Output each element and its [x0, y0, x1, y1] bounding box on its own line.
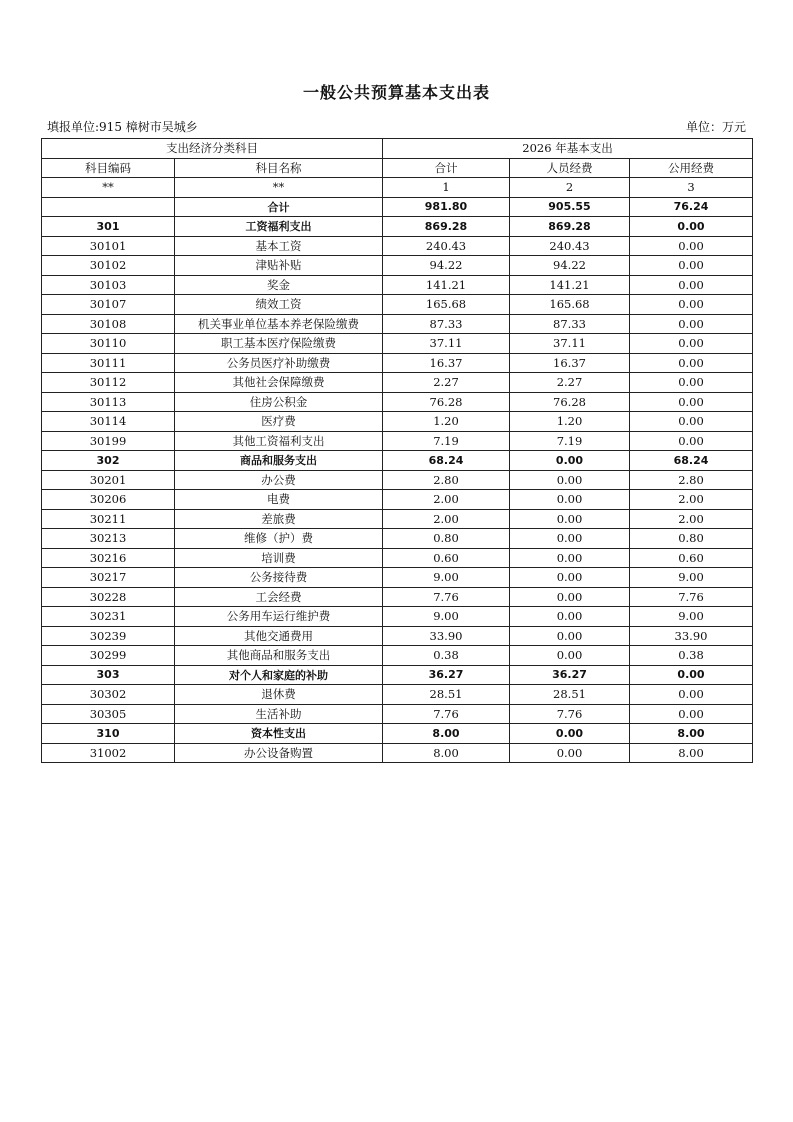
- index-name: **: [175, 178, 383, 198]
- cell-name: 住房公积金: [175, 392, 383, 412]
- page-title: 一般公共预算基本支出表: [302, 83, 490, 102]
- table-row: [42, 470, 753, 490]
- cell-name: 机关事业单位基本养老保险缴费: [175, 314, 383, 334]
- header-column-row: [42, 158, 753, 178]
- cell-personnel: 240.43: [510, 236, 630, 256]
- cell-name: 其他交通费用: [175, 626, 383, 646]
- cell-public: 0.00: [630, 334, 753, 354]
- header-group-classification: 支出经济分类科目: [42, 139, 383, 159]
- cell-total: 33.90: [383, 626, 510, 646]
- table-row: [42, 587, 753, 607]
- cell-name: 津贴补贴: [175, 256, 383, 276]
- cell-code: 30199: [42, 431, 175, 451]
- table-row: [42, 665, 753, 685]
- cell-total: 8.00: [383, 743, 510, 763]
- cell-name: 办公费: [175, 470, 383, 490]
- cell-total: 28.51: [383, 685, 510, 705]
- table-header: [42, 139, 753, 198]
- table-row: [42, 236, 753, 256]
- cell-code: 30299: [42, 646, 175, 666]
- cell-name: 退休费: [175, 685, 383, 705]
- cell-total: 869.28: [383, 217, 510, 237]
- cell-public: 0.00: [630, 314, 753, 334]
- cell-public: 2.00: [630, 509, 753, 529]
- cell-code: 30231: [42, 607, 175, 627]
- table-row: [42, 490, 753, 510]
- cell-total: 9.00: [383, 568, 510, 588]
- cell-public: 0.00: [630, 373, 753, 393]
- index-total: 1: [383, 178, 510, 198]
- cell-code: 30206: [42, 490, 175, 510]
- cell-code: 30302: [42, 685, 175, 705]
- cell-personnel: 0.00: [510, 451, 630, 471]
- cell-total: 2.80: [383, 470, 510, 490]
- cell-total: 0.80: [383, 529, 510, 549]
- cell-personnel: 1.20: [510, 412, 630, 432]
- cell-name: 合计: [175, 197, 383, 217]
- cell-code: 31002: [42, 743, 175, 763]
- cell-name: 基本工资: [175, 236, 383, 256]
- cell-public: 0.00: [630, 412, 753, 432]
- table-row: [42, 392, 753, 412]
- cell-code: 30239: [42, 626, 175, 646]
- cell-personnel: 0.00: [510, 490, 630, 510]
- cell-personnel: 94.22: [510, 256, 630, 276]
- cell-public: 7.76: [630, 587, 753, 607]
- cell-total: 7.76: [383, 587, 510, 607]
- cell-code: 30201: [42, 470, 175, 490]
- cell-total: 7.76: [383, 704, 510, 724]
- cell-code: 30111: [42, 353, 175, 373]
- cell-total: 9.00: [383, 607, 510, 627]
- cell-total: 1.20: [383, 412, 510, 432]
- header-total: 合计: [383, 158, 510, 178]
- cell-total: 36.27: [383, 665, 510, 685]
- currency-unit: 单位：万元: [685, 120, 746, 134]
- cell-name: 电费: [175, 490, 383, 510]
- cell-public: 0.00: [630, 353, 753, 373]
- cell-name: 生活补助: [175, 704, 383, 724]
- cell-personnel: 0.00: [510, 724, 630, 744]
- cell-personnel: 87.33: [510, 314, 630, 334]
- cell-total: 37.11: [383, 334, 510, 354]
- table-row: [42, 353, 753, 373]
- cell-total: 94.22: [383, 256, 510, 276]
- cell-personnel: 141.21: [510, 275, 630, 295]
- cell-name: 维修（护）费: [175, 529, 383, 549]
- cell-personnel: 0.00: [510, 646, 630, 666]
- cell-personnel: 37.11: [510, 334, 630, 354]
- cell-total: 68.24: [383, 451, 510, 471]
- cell-name: 其他社会保障缴费: [175, 373, 383, 393]
- cell-name: 培训费: [175, 548, 383, 568]
- cell-personnel: 76.28: [510, 392, 630, 412]
- cell-personnel: 0.00: [510, 743, 630, 763]
- table-row: [42, 314, 753, 334]
- cell-name: 商品和服务支出: [175, 451, 383, 471]
- cell-public: 0.00: [630, 685, 753, 705]
- table-row: [42, 431, 753, 451]
- cell-public: 9.00: [630, 568, 753, 588]
- header-public: 公用经费: [630, 158, 753, 178]
- cell-code: 30216: [42, 548, 175, 568]
- cell-code: [42, 197, 175, 217]
- table-row: [42, 334, 753, 354]
- table-row: [42, 568, 753, 588]
- cell-personnel: 2.27: [510, 373, 630, 393]
- index-personnel: 2: [510, 178, 630, 198]
- header-group-row: [42, 139, 753, 159]
- cell-code: 30114: [42, 412, 175, 432]
- cell-name: 公务员医疗补助缴费: [175, 353, 383, 373]
- cell-public: 0.00: [630, 665, 753, 685]
- table-row: [42, 724, 753, 744]
- cell-code: 30108: [42, 314, 175, 334]
- cell-total: 2.27: [383, 373, 510, 393]
- cell-public: 0.00: [630, 392, 753, 412]
- cell-code: 30103: [42, 275, 175, 295]
- cell-public: 0.00: [630, 217, 753, 237]
- cell-public: 68.24: [630, 451, 753, 471]
- cell-name: 办公设备购置: [175, 743, 383, 763]
- header-name: 科目名称: [175, 158, 383, 178]
- cell-total: 76.28: [383, 392, 510, 412]
- cell-name: 其他商品和服务支出: [175, 646, 383, 666]
- table-row: [42, 704, 753, 724]
- cell-personnel: 869.28: [510, 217, 630, 237]
- cell-code: 303: [42, 665, 175, 685]
- cell-name: 医疗费: [175, 412, 383, 432]
- cell-personnel: 0.00: [510, 626, 630, 646]
- cell-total: 141.21: [383, 275, 510, 295]
- index-code: **: [42, 178, 175, 198]
- table-row: [42, 373, 753, 393]
- cell-personnel: 0.00: [510, 529, 630, 549]
- reporting-unit: 填报单位:915 樟树市吴城乡: [47, 120, 198, 134]
- cell-personnel: 0.00: [510, 509, 630, 529]
- table-row: [42, 607, 753, 627]
- cell-public: 2.00: [630, 490, 753, 510]
- cell-total: 2.00: [383, 509, 510, 529]
- cell-total: 0.60: [383, 548, 510, 568]
- cell-personnel: 7.76: [510, 704, 630, 724]
- cell-name: 工资福利支出: [175, 217, 383, 237]
- cell-code: 30113: [42, 392, 175, 412]
- cell-personnel: 7.19: [510, 431, 630, 451]
- cell-code: 30112: [42, 373, 175, 393]
- cell-name: 绩效工资: [175, 295, 383, 315]
- cell-code: 30101: [42, 236, 175, 256]
- cell-name: 职工基本医疗保险缴费: [175, 334, 383, 354]
- cell-public: 0.80: [630, 529, 753, 549]
- cell-personnel: 0.00: [510, 587, 630, 607]
- cell-total: 981.80: [383, 197, 510, 217]
- cell-name: 差旅费: [175, 509, 383, 529]
- cell-personnel: 905.55: [510, 197, 630, 217]
- cell-code: 301: [42, 217, 175, 237]
- cell-public: 0.00: [630, 295, 753, 315]
- cell-code: 30213: [42, 529, 175, 549]
- table-row: [42, 197, 753, 217]
- cell-total: 7.19: [383, 431, 510, 451]
- table-row: [42, 743, 753, 763]
- cell-name: 资本性支出: [175, 724, 383, 744]
- table-row: [42, 412, 753, 432]
- cell-code: 30211: [42, 509, 175, 529]
- table-row: [42, 451, 753, 471]
- table-row: [42, 295, 753, 315]
- cell-public: 76.24: [630, 197, 753, 217]
- cell-public: 2.80: [630, 470, 753, 490]
- table-row: [42, 256, 753, 276]
- cell-total: 165.68: [383, 295, 510, 315]
- cell-code: 30107: [42, 295, 175, 315]
- cell-public: 0.60: [630, 548, 753, 568]
- cell-personnel: 28.51: [510, 685, 630, 705]
- header-index-row: [42, 178, 753, 198]
- cell-public: 0.00: [630, 704, 753, 724]
- cell-code: 302: [42, 451, 175, 471]
- cell-personnel: 165.68: [510, 295, 630, 315]
- table-row: [42, 529, 753, 549]
- table-row: [42, 646, 753, 666]
- cell-public: 0.38: [630, 646, 753, 666]
- header-code: 科目编码: [42, 158, 175, 178]
- table-row: [42, 626, 753, 646]
- cell-name: 工会经费: [175, 587, 383, 607]
- cell-total: 8.00: [383, 724, 510, 744]
- cell-personnel: 16.37: [510, 353, 630, 373]
- cell-name: 公务接待费: [175, 568, 383, 588]
- cell-personnel: 0.00: [510, 607, 630, 627]
- header-personnel: 人员经费: [510, 158, 630, 178]
- cell-total: 16.37: [383, 353, 510, 373]
- cell-public: 8.00: [630, 743, 753, 763]
- cell-public: 0.00: [630, 275, 753, 295]
- table-row: [42, 217, 753, 237]
- cell-code: 30305: [42, 704, 175, 724]
- cell-total: 2.00: [383, 490, 510, 510]
- header-group-basic-expenditure: 2026 年基本支出: [383, 139, 753, 159]
- index-public: 3: [630, 178, 753, 198]
- cell-public: 0.00: [630, 256, 753, 276]
- table-row: [42, 685, 753, 705]
- cell-personnel: 36.27: [510, 665, 630, 685]
- cell-public: 9.00: [630, 607, 753, 627]
- table-row: [42, 275, 753, 295]
- table-body: [42, 197, 753, 763]
- cell-public: 0.00: [630, 431, 753, 451]
- cell-code: 310: [42, 724, 175, 744]
- cell-total: 0.38: [383, 646, 510, 666]
- budget-table: [41, 138, 753, 763]
- cell-total: 87.33: [383, 314, 510, 334]
- table-row: [42, 548, 753, 568]
- cell-personnel: 0.00: [510, 568, 630, 588]
- cell-name: 对个人和家庭的补助: [175, 665, 383, 685]
- cell-code: 30228: [42, 587, 175, 607]
- cell-personnel: 0.00: [510, 548, 630, 568]
- cell-public: 0.00: [630, 236, 753, 256]
- cell-name: 公务用车运行维护费: [175, 607, 383, 627]
- table-row: [42, 509, 753, 529]
- cell-personnel: 0.00: [510, 470, 630, 490]
- cell-name: 奖金: [175, 275, 383, 295]
- cell-total: 240.43: [383, 236, 510, 256]
- cell-name: 其他工资福利支出: [175, 431, 383, 451]
- cell-code: 30217: [42, 568, 175, 588]
- cell-public: 8.00: [630, 724, 753, 744]
- cell-code: 30102: [42, 256, 175, 276]
- cell-code: 30110: [42, 334, 175, 354]
- cell-public: 33.90: [630, 626, 753, 646]
